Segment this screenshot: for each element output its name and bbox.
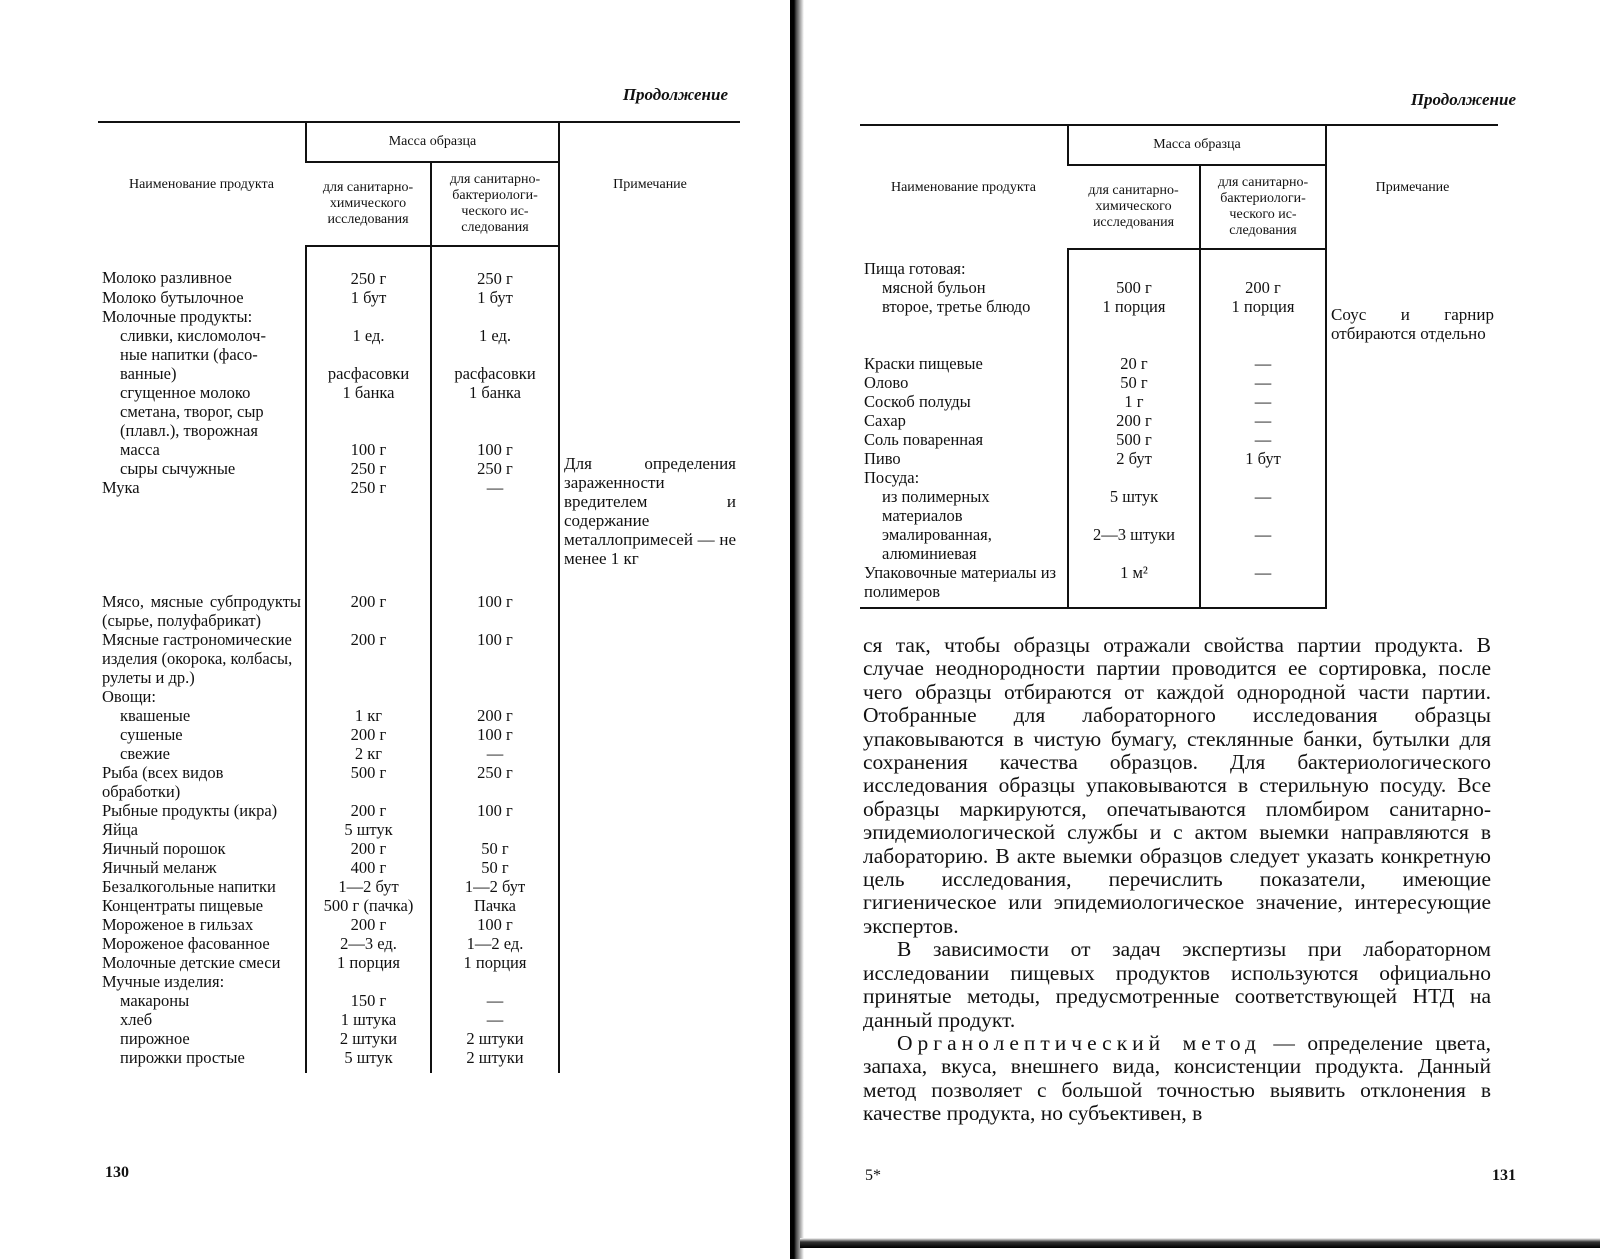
chem-mass: 1 порция [306,953,431,972]
chem-mass: 1 штука [306,1010,431,1029]
product-name: Сахар [864,411,906,430]
product-name: Концентраты пищевые [102,896,264,915]
product-name: пирожки простые [120,1048,245,1067]
right-page [790,0,1600,1259]
chem-mass: 200 г [306,839,431,858]
product-name: свежие [120,744,170,763]
chem-mass: 1 банка [306,383,431,402]
chem-mass: 200 г [306,801,431,820]
product-name: Пища готовая: [864,259,966,278]
bact-mass: расфасовки [431,364,559,383]
chem-mass: 20 г [1068,354,1200,373]
bact-mass: 1 бут [431,288,559,307]
product-name: Посуда: [864,468,920,487]
product-name: сметана, творог, сыр [120,402,264,421]
product-name: сушеные [120,725,183,744]
chem-mass [306,402,431,421]
product-name: Мороженое в гильзах [102,915,254,934]
product-name: хлеб [120,1010,153,1029]
product-name: Соль поваренная [864,430,984,449]
product-name: Упаковочные материалы из полимеров [860,563,1068,608]
col-header-bact: для санитарно-бактериологи-ческого ис-следования [431,162,559,246]
bact-mass: 100 г [431,915,559,934]
chem-mass [306,307,431,326]
bact-mass: Пачка [431,896,559,915]
page-number: 130 [105,1164,129,1181]
product-name: Молоко бутылочное [102,288,244,307]
col-header-bact: для санитарно-бактериологи-ческого ис-следования [1200,165,1326,249]
bact-mass: 1 порция [431,953,559,972]
body-text [863,634,1491,1126]
bact-mass: 250 г [431,459,559,478]
chem-mass: 1 ед. [306,326,431,345]
bact-mass: 200 г [1200,278,1326,297]
bact-mass: — [1200,354,1326,373]
chem-mass [306,345,431,364]
product-name: ванные) [120,364,177,383]
bact-mass: — [1200,430,1326,449]
chem-mass [306,421,431,440]
product-name: пирожное [120,1029,190,1048]
bact-mass [431,402,559,421]
chem-mass: 2 штуки [306,1029,431,1048]
bact-mass: 1 порция [1200,297,1326,316]
product-name: Мясные гастрономические изделия (окорока, колбасы, рулеты и др.) [102,630,293,687]
product-name: Яичный порошок [102,839,226,858]
bact-mass: — [1200,487,1326,525]
chem-mass: 2 бут [1068,449,1200,468]
continuation-label: Продолжение [622,85,728,104]
col-header-product: Наименование продукта [860,125,1068,249]
bact-mass: — [431,744,559,763]
chem-mass [1068,249,1200,278]
bact-mass: 100 г [431,592,559,630]
bact-mass: 2 штуки [431,1048,559,1073]
chem-mass: 500 г (пачка) [306,896,431,915]
bact-mass: — [1200,392,1326,411]
chem-mass: 250 г [306,246,431,288]
bact-mass: 1 бут [1200,449,1326,468]
bact-mass: 100 г [431,725,559,744]
product-name: Рыбные продукты (икра) [102,801,278,820]
bact-mass: 50 г [431,858,559,877]
bact-mass: — [1200,373,1326,392]
bact-mass [431,687,559,706]
chem-mass: 1 м² [1068,563,1200,608]
product-name: (плавл.), творожная [120,421,258,440]
bact-mass: 1—2 ед. [431,934,559,953]
bact-mass: — [1200,563,1326,608]
chem-mass [1068,468,1200,487]
bact-mass: 1—2 бут [431,877,559,896]
bact-mass: 100 г [431,440,559,459]
bact-mass: — [1200,411,1326,430]
paragraph: В зависимости от задач экспертизы при лабораторном исследовании пищевых продуктов используются официально принятые методы, предусмотренные соответствующей НТД на данный продукт. [863,937,1491,1032]
product-name: Яичный меланж [102,858,217,877]
sample-mass-table [98,121,740,1073]
product-name: Мороженое фасованное [102,934,270,953]
chem-mass: 50 г [1068,373,1200,392]
chem-mass: 150 г [306,991,431,1010]
bact-mass [431,820,559,839]
chem-mass: 400 г [306,858,431,877]
bact-mass: — [431,1010,559,1029]
bact-mass: 2 штуки [431,1029,559,1048]
bact-mass: 250 г [431,763,559,801]
method-definition: — определение цвета, запаха, вкуса, внешнего вида, консистенции продукта. Данный метод позволяет с большой точностью выявить отклонения в качестве продукта, но субъективен, в [863,1030,1491,1126]
product-name: масса [120,440,160,459]
note-cell [559,246,740,1073]
bact-mass: — [1200,525,1326,563]
paragraph: ся так, чтобы образцы отражали свойства партии продукта. В случае неоднородности партии проводится ее сортировка, после чего образцы отбираются от каждой однородной части партии. Отобранные для лабораторного исследования образцы упаковываются в чистую бумагу, стеклянные банки, бутылки для сохранения качества образцов. Для бактериологического исследования образцы упаковываются в стерильную посуду. Все образцы маркируются, опечатываются пломбиром санитарно-эпидемиологической службы и с актом выемки направляются в лабораторию. В акте выемки образцов следует указать конкретную цель исследования, перечислить показатели, имеющие гигиеническое или эпидемиологическое значение, интересующие экспертов. [863,633,1491,938]
product-name: Рыба (всех видов обработки) [102,763,224,801]
product-name: Соскоб полуды [864,392,971,411]
product-name: сгущенное молоко [120,383,251,402]
bact-mass: — [431,478,559,592]
bact-mass [1200,249,1326,278]
product-name: Мучные изделия: [102,972,225,991]
bact-mass [431,345,559,364]
product-name: Мука [102,478,140,497]
continuation-label: Продолжение [1410,90,1516,109]
chem-mass: 200 г [306,630,431,687]
col-header-chem: для санитарно-химического исследования [306,162,431,246]
table-row [860,249,1498,278]
bact-mass: 50 г [431,839,559,858]
product-name: мясной бульон [882,278,986,297]
chem-mass: 1 порция [1068,297,1200,316]
col-header-product: Наименование продукта [98,122,306,246]
chem-mass: 1 кг [306,706,431,725]
chem-mass: 5 штук [1068,487,1200,525]
table-row [98,246,740,288]
product-name: из полимерных материалов [882,487,990,525]
footnote-mark: 5* [865,1167,881,1184]
col-header-mass: Масса образца [1068,125,1326,165]
product-name: Безалкогольные напитки [102,877,276,896]
chem-mass: 250 г [306,478,431,592]
left-page [0,0,790,1259]
chem-mass: 200 г [1068,411,1200,430]
chem-mass: 500 г [1068,430,1200,449]
chem-mass: 5 штук [306,1048,431,1073]
chem-mass: 500 г [1068,278,1200,297]
bact-mass: 100 г [431,801,559,820]
chem-mass: 200 г [306,725,431,744]
col-header-chem: для санитарно-химического исследования [1068,165,1200,249]
product-name: ные напитки (фасо- [120,345,258,364]
chem-mass: 250 г [306,459,431,478]
product-name: Молоко разливное [102,268,232,287]
chem-mass: 2—3 штуки [1068,525,1200,563]
chem-mass: 200 г [306,592,431,630]
product-name: Овощи: [102,687,156,706]
bact-mass: 100 г [431,630,559,687]
product-name: Молочные детские смеси [102,953,281,972]
chem-mass: расфасовки [306,364,431,383]
product-name: сыры сычужные [120,459,236,478]
product-name: макароны [120,991,190,1010]
bact-mass [431,421,559,440]
bact-mass: 1 банка [431,383,559,402]
bact-mass [1200,468,1326,487]
note-text: Соус и гарнир отбираются отдельно [1331,305,1494,343]
note-cell [1326,249,1498,608]
sample-mass-table [860,124,1498,609]
chem-mass: 2—3 ед. [306,934,431,953]
bact-mass: 250 г [431,246,559,288]
chem-mass: 1 г [1068,392,1200,411]
chem-mass: 1—2 бут [306,877,431,896]
bact-mass: 1 ед. [431,326,559,345]
product-name: Молочные продукты: [102,307,253,326]
chem-mass: 200 г [306,915,431,934]
page-number: 131 [1492,1167,1516,1184]
product-name: Олово [864,373,909,392]
product-name: сливки, кисломолоч- [120,326,266,345]
chem-mass: 5 штук [306,820,431,839]
col-header-note: Примечание [559,122,740,246]
bact-mass: 200 г [431,706,559,725]
bact-mass: — [431,991,559,1010]
chem-mass: 500 г [306,763,431,801]
method-term: Органолептический метод [897,1030,1261,1055]
chem-mass [306,687,431,706]
product-name: квашеные [120,706,191,725]
product-name: эмалированная, алюминиевая [882,525,992,563]
col-header-note: Примечание [1326,125,1498,249]
bact-mass [431,972,559,991]
chem-mass [306,972,431,991]
bact-mass [431,307,559,326]
chem-mass: 100 г [306,440,431,459]
product-name: Мясо, мясные субпродукты (сырье, полуфабрикат) [102,592,301,630]
col-header-mass: Масса образца [306,122,559,162]
chem-mass: 2 кг [306,744,431,763]
paragraph [863,1032,1491,1126]
product-name: Пиво [864,449,901,468]
chem-mass: 1 бут [306,288,431,307]
note-text: Для определения зараженности вредителем и содержание металлопримесей — не менее 1 кг [564,454,736,568]
product-name: Краски пищевые [864,354,983,373]
product-name: второе, третье блюдо [882,297,1031,316]
product-name: Яйца [102,820,138,839]
